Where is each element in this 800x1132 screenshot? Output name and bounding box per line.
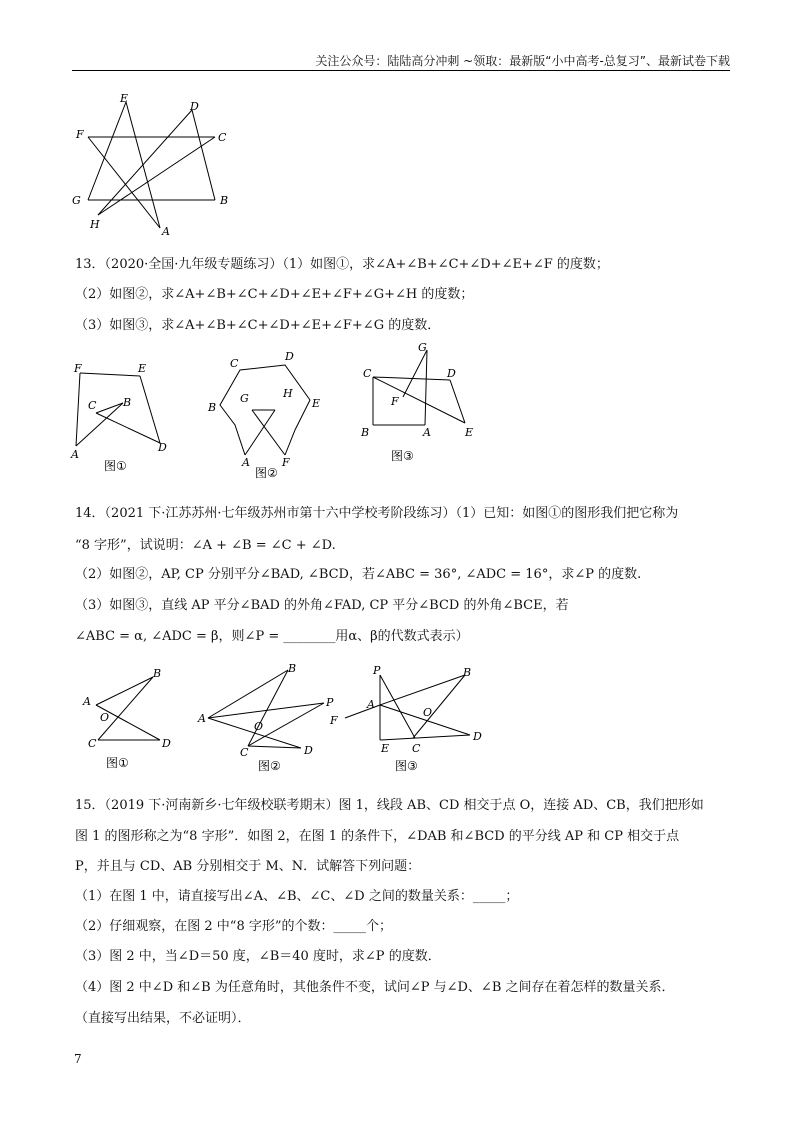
q13f3-label-e: E — [465, 426, 474, 439]
q14f1-label-a: A — [83, 695, 91, 708]
page-header: 关注公众号：陆陆高分冲刺 ~领取：最新版“小中高考-总复习”、最新试卷下载 — [315, 54, 730, 68]
q14f1-caption: 图① — [106, 756, 129, 770]
q13f1-label-c: C — [88, 399, 97, 412]
q13-figure-2 — [200, 345, 330, 480]
star-label-d: D — [190, 100, 199, 113]
q14f2-label-c: C — [240, 746, 249, 759]
q13-figure-1 — [68, 358, 178, 478]
q14-line-5: ∠ABC = α, ∠ADC = β，则∠P = ________用α、β的代数式表示） — [75, 629, 469, 644]
q13f2-label-f: F — [282, 456, 290, 469]
q14f2-label-p: P — [326, 696, 334, 709]
q13f1-label-b: B — [123, 396, 132, 409]
star-label-a: A — [162, 225, 170, 238]
q14f3-label-a: A — [367, 698, 375, 711]
page-number: 7 — [74, 1052, 82, 1066]
q13f3-caption: 图③ — [391, 449, 414, 463]
q13f2-label-a: A — [242, 456, 250, 469]
star-label-h: H — [90, 218, 100, 231]
q14f3-label-d: D — [473, 730, 482, 743]
q13f2-label-d: D — [285, 350, 294, 363]
q13-line-1: 13．（2020·全国·九年级专题练习）（1）如图①，求∠A+∠B+∠C+∠D+∠E+∠F 的度数； — [75, 257, 609, 272]
q14f3-label-p: P — [373, 664, 381, 677]
q13f1-label-e: E — [138, 362, 147, 375]
q14f3-label-o: O — [423, 706, 433, 719]
q13f3-label-f: F — [391, 395, 399, 408]
q13f2-label-g: G — [240, 392, 249, 405]
star-label-g: G — [72, 194, 81, 207]
q14-line-4: （3）如图③，直线 AP 平分∠BAD 的外角∠FAD, CP 平分∠BCD 的外角∠BCE，若 — [75, 598, 569, 613]
q14-figure-3 — [325, 660, 495, 775]
q13f3-label-d: D — [447, 367, 456, 380]
q14f1-label-d: D — [162, 737, 171, 750]
q14-line-3: （2）如图②，AP, CP 分别平分∠BAD, ∠BCD，若∠ABC = 36°, ∠ADC = 16°，求∠P 的度数. — [75, 567, 642, 582]
q13f3-label-a: A — [423, 426, 431, 439]
q13f3-label-c: C — [363, 367, 372, 380]
q14f2-label-a: A — [198, 712, 206, 725]
q15-line-1: 15．（2019 下·河南新乡·七年级校联考期末）图 1，线段 AB、CD 相交于点 O，连接 AD、CB，我们把形如 — [75, 798, 704, 813]
q14f1-label-o: O — [100, 711, 110, 724]
q14f1-label-b: B — [153, 667, 162, 680]
q15-line-5: （2）仔细观察，在图 2 中“8 字形”的个数：_____个； — [75, 919, 393, 934]
star-figure — [70, 90, 240, 240]
q15-line-6: （3）图 2 中，当∠D＝50 度，∠B＝40 度时，求∠P 的度数． — [75, 949, 441, 964]
star-label-c: C — [218, 131, 227, 144]
q14-line-2: “8 字形”，试说明：∠A + ∠B = ∠C + ∠D. — [75, 538, 336, 553]
q13f2-label-c: C — [230, 357, 239, 370]
q14-line-1: 14．（2021 下·江苏苏州·七年级苏州市第十六中学校考阶段练习）（1）已知：如图①的图形我们把它称为 — [75, 506, 679, 521]
q13f2-label-b: B — [208, 401, 217, 414]
q14-figure-1 — [78, 665, 188, 775]
q14f2-label-d: D — [304, 744, 313, 757]
q14f3-caption: 图③ — [395, 759, 418, 773]
q13-figure-3 — [355, 335, 485, 465]
header-rule — [72, 70, 730, 71]
q13f1-label-d: D — [158, 441, 167, 454]
q13f3-label-g: G — [418, 341, 427, 354]
q13f2-label-e: E — [312, 397, 321, 410]
q15-line-8: （直接写出结果，不必证明）． — [75, 1011, 251, 1026]
q14f1-label-c: C — [88, 737, 97, 750]
q14f3-label-b: B — [463, 666, 472, 679]
star-label-f: F — [76, 128, 84, 141]
q13f3-label-b: B — [361, 426, 370, 439]
q14f2-label-b: B — [288, 662, 297, 675]
q13f2-label-h: H — [283, 387, 293, 400]
q13-line-2: （2）如图②，求∠A+∠B+∠C+∠D+∠E+∠F+∠G+∠H 的度数； — [75, 287, 474, 302]
q13f1-label-f: F — [74, 362, 82, 375]
q14f2-label-o: O — [254, 720, 264, 733]
q14f2-caption: 图② — [258, 759, 281, 773]
q13f1-caption: 图① — [104, 459, 127, 473]
q13-line-3: （3）如图③，求∠A+∠B+∠C+∠D+∠E+∠F+∠G 的度数． — [75, 318, 441, 333]
q14f3-label-e: E — [381, 742, 390, 755]
q15-line-7: （4）图 2 中∠D 和∠B 为任意角时，其他条件不变，试问∠P 与∠D、∠B 之间存在着怎样的数量关系． — [75, 980, 675, 995]
q13f2-caption: 图② — [255, 466, 278, 480]
q15-line-4: （1）在图 1 中，请直接写出∠A、∠B、∠C、∠D 之间的数量关系：_____； — [75, 889, 519, 904]
star-label-b: B — [220, 194, 229, 207]
q14f3-label-f: F — [330, 714, 338, 727]
q15-line-3: P，并且与 CD、AB 分别相交于 M、N．试解答下列问题： — [75, 859, 421, 874]
q13f1-label-a: A — [71, 448, 79, 461]
q15-line-2: 图 1 的图形称之为“8 字形”．如图 2，在图 1 的条件下，∠DAB 和∠BCD 的平分线 AP 和 CP 相交于点 — [75, 829, 680, 844]
q14f3-label-c: C — [412, 742, 421, 755]
star-label-e: E — [120, 92, 129, 105]
